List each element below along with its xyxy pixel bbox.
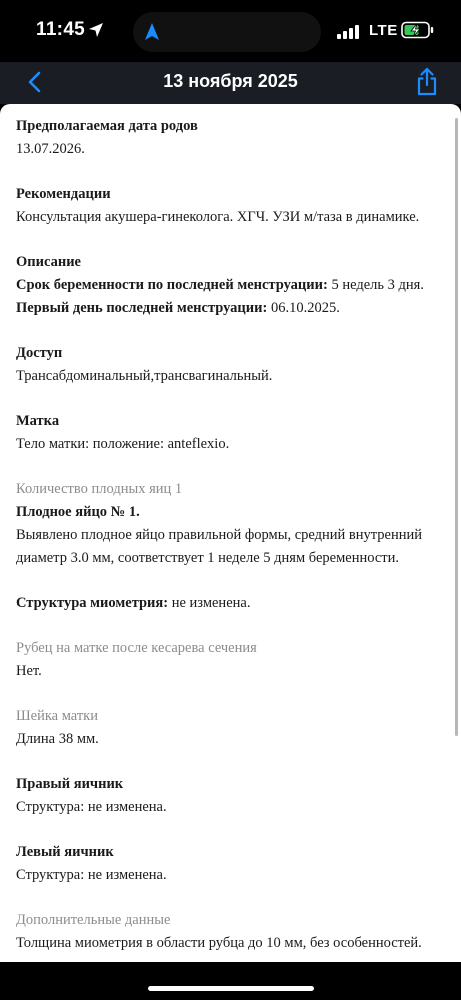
left-ovary-section — [16, 841, 436, 887]
sac-description-line-2: диаметр 3.0 мм, соответствует 1 неделе 5 дням беременности. — [16, 550, 399, 566]
left-ovary-value: Структура: не изменена. — [16, 867, 167, 883]
signal-bars-icon — [337, 25, 361, 39]
gestational-sac-section — [16, 478, 436, 570]
scar-value: Нет. — [16, 663, 42, 679]
page-title: 13 ноября 2025 — [163, 71, 298, 91]
access-title: Доступ — [16, 345, 63, 361]
due-date-title: Предполагаемая дата родов — [16, 118, 198, 134]
gestational-age-line — [16, 274, 436, 297]
share-button[interactable] — [412, 66, 442, 98]
right-ovary-title: Правый яичник — [16, 776, 124, 792]
myometrium-line — [16, 592, 436, 615]
uterus-title: Матка — [16, 413, 60, 429]
cervix-value: Длина 38 мм. — [16, 731, 99, 747]
right-ovary-section — [16, 773, 436, 819]
lmp-line — [16, 297, 436, 320]
sac-title: Плодное яйцо № 1. — [16, 504, 140, 520]
network-type: LTE — [369, 22, 398, 39]
due-date-value: 13.07.2026. — [16, 141, 85, 157]
uterus-value: Тело матки: положение: anteflexio. — [16, 436, 230, 452]
recommendations-title: Рекомендации — [16, 186, 111, 202]
home-indicator[interactable] — [148, 986, 314, 991]
scrollbar[interactable] — [455, 118, 458, 736]
scar-title: Рубец на матке после кесарева сечения — [16, 640, 257, 656]
cervix-title: Шейка матки — [16, 708, 98, 724]
dynamic-island — [133, 12, 321, 52]
lmp-value: 06.10.2025. — [267, 300, 340, 316]
left-ovary-title: Левый яичник — [16, 844, 114, 860]
access-section — [16, 342, 436, 388]
recommendations-section — [16, 183, 436, 229]
gestational-age-value: 5 недель 3 дня. — [327, 277, 424, 293]
report-sheet — [0, 104, 461, 962]
recommendations-value: Консультация акушера-гинеколога. ХГЧ. УЗИ м/таза в динамике. — [16, 209, 420, 225]
location-arrow-icon — [88, 22, 104, 38]
status-time: 11:45 — [36, 19, 86, 40]
sac-description-line-1: Выявлено плодное яйцо правильной формы, средний внутренний — [16, 527, 423, 543]
battery-charging-icon — [401, 21, 435, 39]
lmp-label: Первый день последней менструации: — [16, 300, 268, 316]
myometrium-value: не изменена. — [168, 595, 251, 611]
access-value: Трансабдоминальный,трансвагинальный. — [16, 368, 273, 384]
additional-section — [16, 909, 436, 955]
status-bar — [0, 0, 461, 62]
additional-title: Дополнительные данные — [16, 912, 171, 928]
myometrium-section — [16, 592, 436, 615]
bottom-area — [0, 962, 461, 1000]
report-content — [16, 115, 436, 962]
description-title: Описание — [16, 254, 81, 270]
gestational-age-label: Срок беременности по последней менструации: — [16, 277, 328, 293]
additional-value: Толщина миометрия в области рубца до 10 мм, без особенностей. — [16, 935, 422, 951]
navigation-arrow-icon — [144, 22, 160, 42]
due-date-section — [16, 115, 436, 161]
cervix-section — [16, 705, 436, 751]
scar-section — [16, 637, 436, 683]
description-section — [16, 251, 436, 320]
myometrium-label: Структура миометрия: — [16, 595, 169, 611]
sac-count-label: Количество плодных яиц 1 — [16, 481, 183, 497]
navigation-bar — [0, 62, 461, 104]
uterus-section — [16, 410, 436, 456]
share-icon — [412, 66, 442, 98]
right-ovary-value: Структура: не изменена. — [16, 799, 167, 815]
